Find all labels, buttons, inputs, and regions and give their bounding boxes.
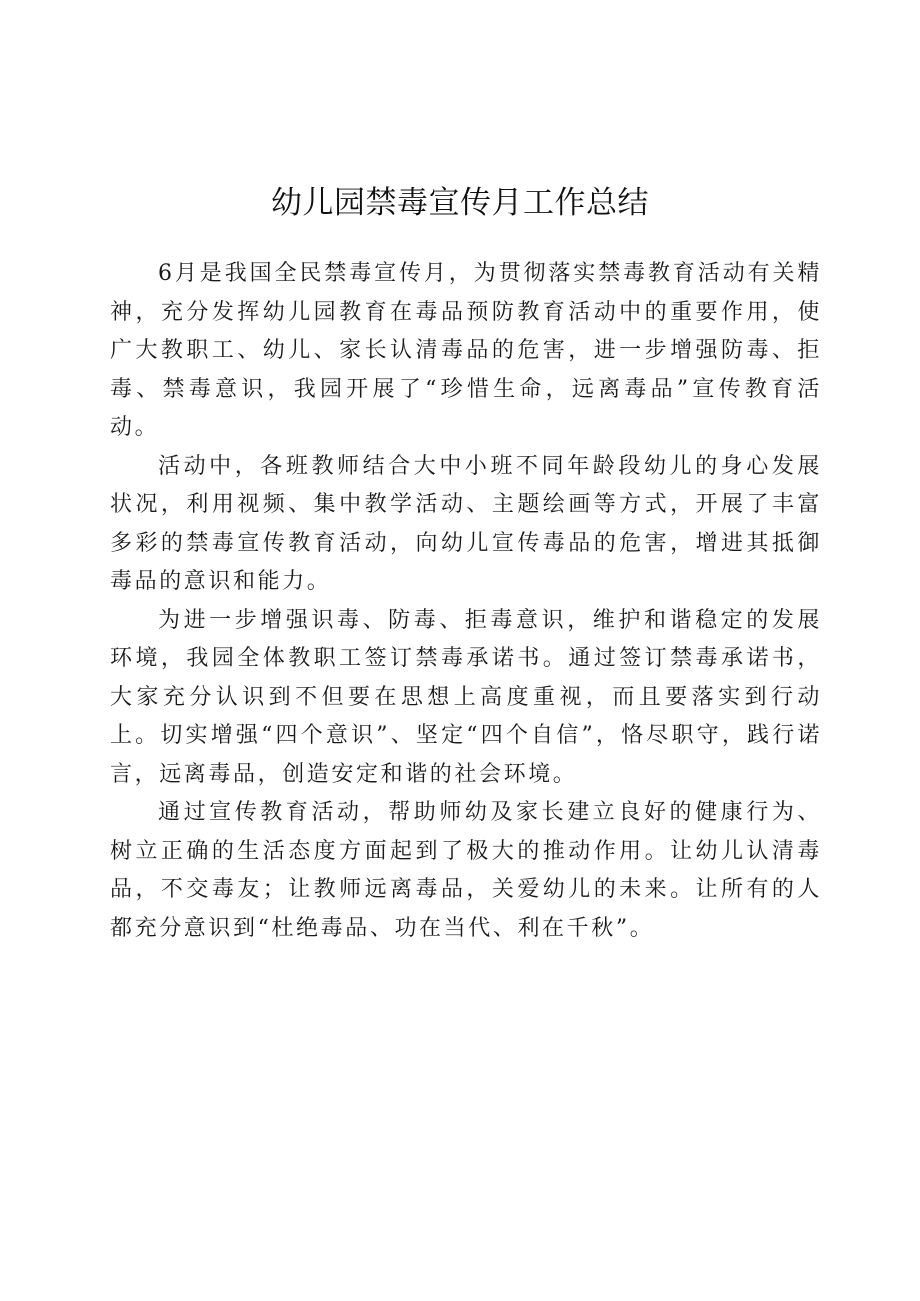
document-body — [110, 255, 822, 948]
paragraph-1: 6月是我国全民禁毒宣传月，为贯彻落实禁毒教育活动有关精神，充分发挥幼儿园教育在毒品预防教育活动中的重要作用，使广大教职工、幼儿、家长认清毒品的危害，进一步增强防毒、拒毒、禁毒意识，我园开展了“珍惜生命，远离毒品”宣传教育活动。 — [110, 261, 822, 440]
paragraph-4: 通过宣传教育活动，帮助师幼及家长建立良好的健康行为、树立正确的生活态度方面起到了极大的推动作用。让幼儿认清毒品，不交毒友；让教师远离毒品，关爱幼儿的未来。让所有的人都充分意识到“杜绝毒品、功在当代、利在千秋”。 — [110, 800, 822, 941]
paragraph-3: 为进一步增强识毒、防毒、拒毒意识，维护和谐稳定的发展环境，我园全体教职工签订禁毒承诺书。通过签订禁毒承诺书，大家充分认识到不但要在思想上高度重视，而且要落实到行动上。切实增强“四个意识”、坚定“四个自信”，恪尽职守，践行诺言，远离毒品，创造安定和谐的社会环境。 — [110, 607, 822, 787]
document-title: 幼儿园禁毒宣传月工作总结 — [271, 185, 649, 221]
paragraph-2: 活动中，各班教师结合大中小班不同年龄段幼儿的身心发展状况，利用视频、集中教学活动、主题绘画等方式，开展了丰富多彩的禁毒宣传教育活动，向幼儿宣传毒品的危害，增进其抵御毒品的意识和能力。 — [110, 453, 822, 594]
